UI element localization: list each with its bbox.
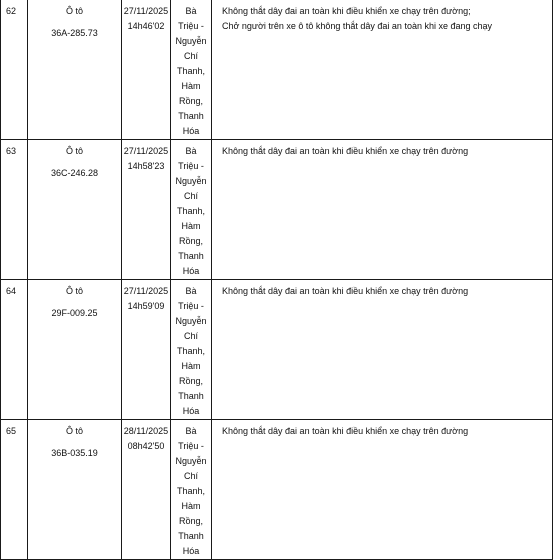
location-line: Bà <box>185 6 197 16</box>
violation-date: 27/11/2025 <box>123 146 169 156</box>
location-line: Chí <box>183 471 198 481</box>
location-line: Triệu - <box>178 21 204 31</box>
location-line: Hàm <box>181 361 201 371</box>
location-line: Chí <box>183 331 198 341</box>
violation-time: 14h46'02 <box>127 21 165 31</box>
row-number: 63 <box>1 140 28 280</box>
location-line: Rồng, <box>178 96 204 106</box>
location-line: Thanh, <box>176 486 206 496</box>
license-plate: 36B-035.19 <box>51 448 98 458</box>
location-line: Chí <box>183 191 198 201</box>
violation-cell <box>212 420 553 560</box>
violation-time: 14h59'09 <box>127 301 165 311</box>
violation-cell <box>212 280 553 420</box>
violation-text: Chở người trên xe ô tô không thắt dây đai an toàn khi xe đang chạy <box>222 21 492 31</box>
violation-text: Không thắt dây đai an toàn khi điều khiển xe chạy trên đường <box>222 146 469 156</box>
vehicle-type: Ô tô <box>65 146 83 156</box>
location-line: Thanh, <box>176 206 206 216</box>
location-line: Rồng, <box>178 516 204 526</box>
location-line: Hóa <box>182 406 200 416</box>
location-line: Thanh, <box>176 346 206 356</box>
datetime-cell <box>122 280 171 420</box>
location-line: Hàm <box>181 81 201 91</box>
violation-date: 27/11/2025 <box>123 6 169 16</box>
table-row <box>1 0 553 140</box>
location-line: Triệu - <box>178 441 204 451</box>
location-line: Nguyễn <box>175 36 207 46</box>
violation-time: 08h42'50 <box>127 441 165 451</box>
datetime-cell <box>122 140 171 280</box>
location-line: Bà <box>185 286 197 296</box>
location-line: Nguyễn <box>175 176 207 186</box>
violation-text: Không thắt dây đai an toàn khi điều khiển xe chạy trên đường <box>222 426 469 436</box>
vehicle-cell <box>28 0 122 140</box>
violation-text: Không thắt dây đai an toàn khi điều khiển xe chạy trên đường; <box>222 6 471 16</box>
location-line: Thanh, <box>176 66 206 76</box>
datetime-cell <box>122 0 171 140</box>
vehicle-type: Ô tô <box>65 286 83 296</box>
violation-date: 27/11/2025 <box>123 286 169 296</box>
violation-text: Không thắt dây đai an toàn khi điều khiển xe chạy trên đường <box>222 286 469 296</box>
location-cell <box>171 0 212 140</box>
location-line: Hàm <box>181 221 201 231</box>
violation-cell <box>212 140 553 280</box>
location-line: Hàm <box>181 501 201 511</box>
violation-date: 28/11/2025 <box>123 426 169 436</box>
vehicle-type: Ô tô <box>65 6 83 16</box>
table-row <box>1 140 553 280</box>
location-line: Hóa <box>182 266 200 276</box>
location-line: Chí <box>183 51 198 61</box>
vehicle-cell <box>28 420 122 560</box>
row-number: 64 <box>1 280 28 420</box>
vehicle-cell <box>28 280 122 420</box>
violation-time: 14h58'23 <box>127 161 165 171</box>
row-number: 62 <box>1 0 28 140</box>
location-cell <box>171 140 212 280</box>
vehicle-type: Ô tô <box>65 426 83 436</box>
vehicle-cell <box>28 140 122 280</box>
location-line: Thanh <box>178 531 204 541</box>
license-plate: 29F-009.25 <box>51 308 98 318</box>
license-plate: 36A-285.73 <box>51 28 98 38</box>
location-line: Hóa <box>182 546 200 556</box>
location-line: Nguyễn <box>175 456 207 466</box>
location-line: Rồng, <box>178 236 204 246</box>
location-line: Triệu - <box>178 301 204 311</box>
location-line: Thanh <box>178 111 204 121</box>
location-cell <box>171 280 212 420</box>
row-number: 65 <box>1 420 28 560</box>
location-line: Bà <box>185 146 197 156</box>
location-line: Rồng, <box>178 376 204 386</box>
license-plate: 36C-246.28 <box>50 168 99 178</box>
location-line: Thanh <box>178 391 204 401</box>
table-row <box>1 280 553 420</box>
location-line: Thanh <box>178 251 204 261</box>
location-line: Bà <box>185 426 197 436</box>
table-row <box>1 420 553 560</box>
datetime-cell <box>122 420 171 560</box>
violation-cell <box>212 0 553 140</box>
location-line: Triệu - <box>178 161 204 171</box>
location-line: Hóa <box>182 126 200 136</box>
location-line: Nguyễn <box>175 316 207 326</box>
location-cell <box>171 420 212 560</box>
